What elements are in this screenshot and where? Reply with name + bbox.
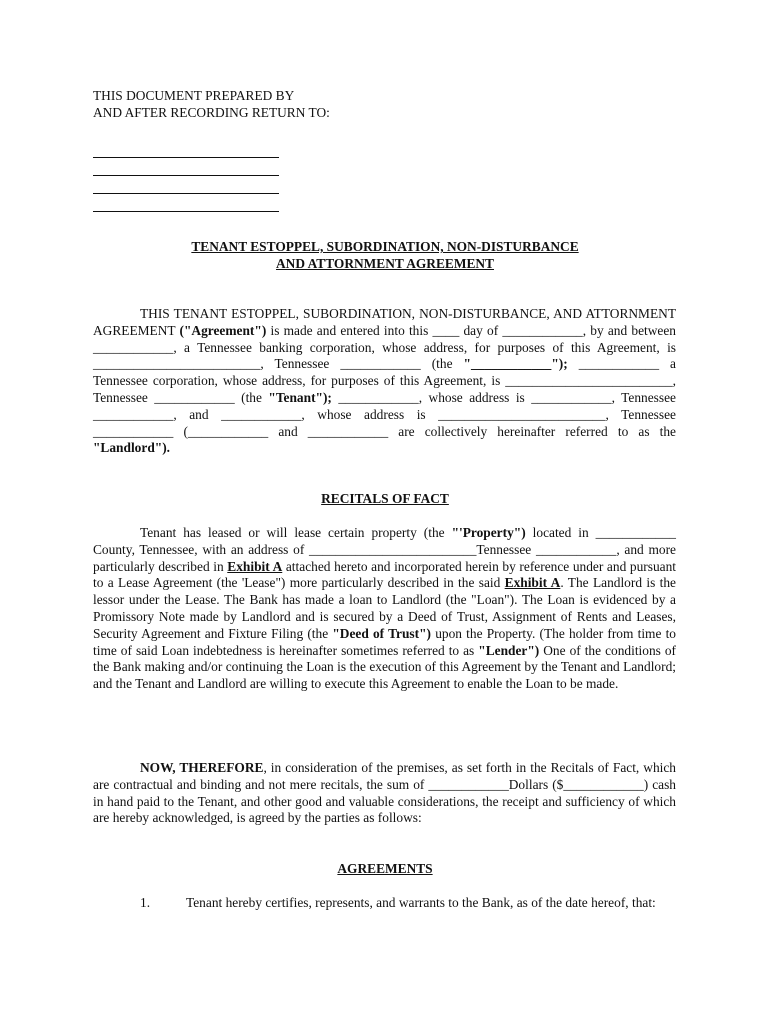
- now-therefore-text: , in consideration of the premises, as set forth in the Recitals of Fact, which are contractual and binding and not mere recitals, the sum of ____________Dollars ($____________) cash in hand paid to the Tenant, and other good and valuable considerations, the receipt and sufficiency of which are hereby acknowledged, is agreed by the parties as follows:: [93, 760, 677, 826]
- recitals-text: . The Landlord is the lessor under the Lease. The Bank has made a loan to Landlord (the "Loan"). The Loan is evidenced by a Promissory Note made by Landlord and is secured by a Deed of Trust, Assignment of Rents and Leases, Security Agreement and Fixture Filing (the: [93, 575, 676, 641]
- intro-paragraph: [93, 306, 676, 457]
- recitals-paragraph-block: [93, 525, 676, 693]
- tenant-defined-term: "Tenant");: [268, 389, 332, 405]
- deed-of-trust-defined-term: "Deed of Trust"): [332, 625, 431, 641]
- property-defined-term: "'Property"): [451, 525, 526, 540]
- intro-text: ____________ a Tennessee corporation, whose address, for purposes of this Agreement, is _________________________, Tennessee ____________ (the: [93, 356, 677, 405]
- item-number: 1.: [140, 895, 151, 910]
- recitals-paragraph: [93, 525, 676, 693]
- recitals-text: One of the conditions of the Bank making and/or continuing the Loan is the execution of this Agreement by the Tenant and Landlord; and the Tenant and Landlord are willing to execute this Agreement to enable the Loan to be made.: [93, 642, 677, 692]
- bank-defined-term: "____________");: [463, 356, 568, 372]
- address-blank-line: [93, 176, 279, 194]
- now-therefore-block: [93, 760, 676, 827]
- address-blank-line: [93, 194, 279, 212]
- prepared-by-line: THIS DOCUMENT PREPARED BY: [93, 88, 295, 103]
- recitals-heading: RECITALS OF FACT: [321, 491, 449, 506]
- title-line-1: TENANT ESTOPPEL, SUBORDINATION, NON-DISTURBANCE: [191, 239, 579, 254]
- intro-text: is made and entered into this ____ day of ____________, by and between ____________, a Tennessee banking corporation, whose address, for purposes of this Agreement, is _________________________, Tennessee ____________ (the: [93, 322, 676, 372]
- return-to-line: AND AFTER RECORDING RETURN TO:: [93, 104, 330, 120]
- agreement-item-1: [93, 895, 676, 912]
- address-blank-line: [93, 158, 279, 176]
- prepared-by-block: [93, 88, 493, 122]
- document-title: [0, 239, 770, 273]
- landlord-defined-term: "Landlord").: [93, 440, 171, 456]
- agreement-item-1-paragraph: [93, 895, 676, 912]
- intro-paragraph-block: [93, 306, 676, 457]
- title-line-2: AND ATTORNMENT AGREEMENT: [275, 255, 494, 271]
- now-therefore-paragraph: [93, 760, 676, 827]
- recitals-text: located in ____________ County, Tennessee, with an address of _________________________Tennessee ____________, and more particularly described in: [93, 525, 676, 574]
- recitals-text: upon the Property. (The holder from time to time of said Loan indebtedness is hereinafter sometimes referred to as: [93, 625, 677, 658]
- intro-text: ____________, whose address is ____________, Tennessee ____________, and ____________, whose address is _________________________, Tennessee ____________ (____________ and ____________ are collectively hereinafter referred to as the: [93, 389, 676, 439]
- recitals-text: attached hereto and incorporated herein by reference under and pursuant to a Lease Agreement (the 'Lease") more particularly described in the said: [93, 558, 676, 591]
- exhibit-a-reference: Exhibit A: [227, 558, 283, 574]
- intro-text: THIS TENANT ESTOPPEL, SUBORDINATION, NON-DISTURBANCE, AND ATTORNMENT AGREEMENT: [93, 306, 676, 338]
- address-blank-line: [93, 140, 279, 158]
- agreements-heading: AGREEMENTS: [337, 861, 433, 876]
- return-address-blanks: [93, 140, 279, 212]
- agreement-defined-term: ("Agreement"): [179, 322, 267, 338]
- item-text: Tenant hereby certifies, represents, and warrants to the Bank, as of the date hereof, that:: [186, 895, 656, 910]
- lender-defined-term: "Lender"): [478, 642, 540, 658]
- exhibit-a-reference: Exhibit A: [504, 575, 561, 591]
- now-therefore-term: NOW, THEREFORE: [140, 760, 264, 775]
- recitals-text: Tenant has leased or will lease certain property (the: [140, 525, 452, 540]
